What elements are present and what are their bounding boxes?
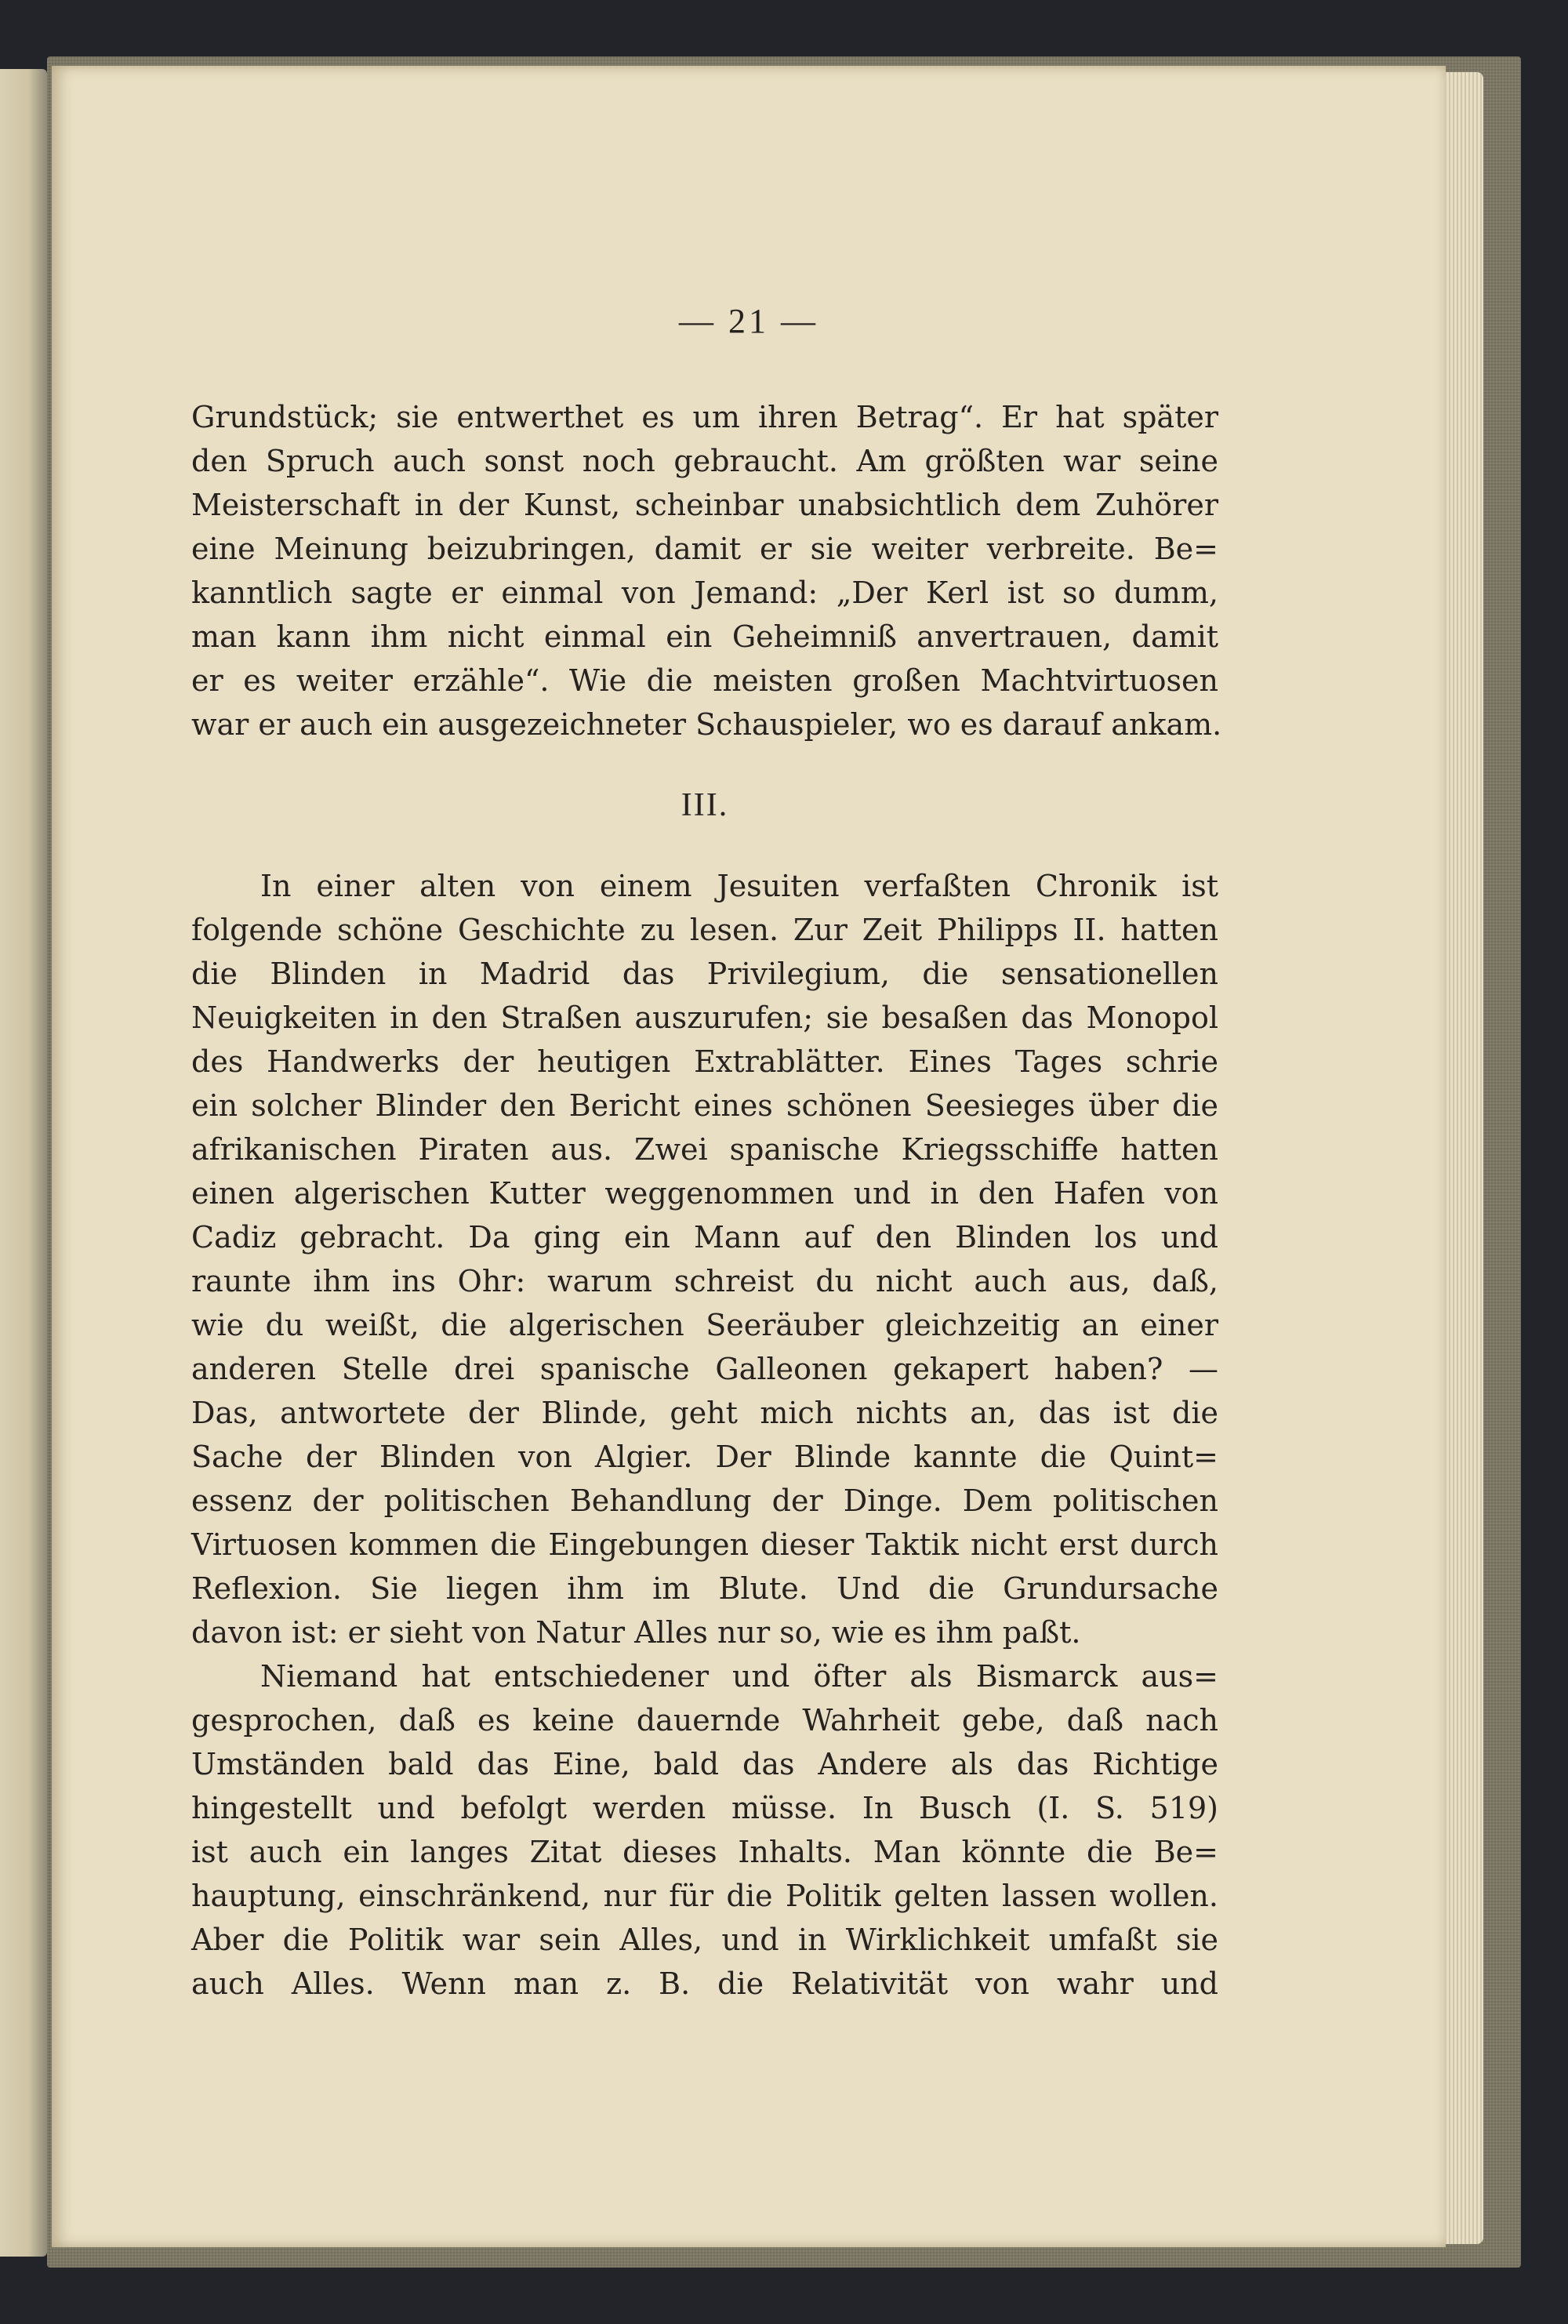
text-line: hauptung, einschränkend, nur für die Politik gelten lassen wollen. — [191, 1879, 1218, 1913]
text-line: kanntlich sagte er einmal von Jemand: „Der Kerl ist so dumm, — [191, 576, 1218, 610]
text-line: Cadiz gebracht. Da ging ein Mann auf den Blinden los und — [191, 1220, 1218, 1255]
page-number: — 21 — — [679, 302, 818, 340]
text-line: In einer alten von einem Jesuiten verfaßten Chronik ist — [260, 869, 1218, 903]
text-line: Grundstück; sie entwerthet es um ihren Betrag“. Er hat später — [191, 400, 1218, 434]
text-line: Das, antwortete der Blinde, geht mich nichts an, das ist die — [191, 1396, 1218, 1430]
text-line: auch Alles. Wenn man z. B. die Relativität von wahr und — [191, 1966, 1218, 2001]
text-line: den Spruch auch sonst noch gebraucht. Am größten war seine — [191, 444, 1218, 478]
paragraph-continuation — [191, 395, 1222, 746]
text-line: Meisterschaft in der Kunst, scheinbar unabsichtlich dem Zuhörer — [191, 488, 1218, 522]
text-line: eine Meinung beizubringen, damit er sie weiter verbreite. Be= — [191, 532, 1218, 566]
text-line: gesprochen, daß es keine dauernde Wahrheit gebe, daß nach — [191, 1703, 1218, 1738]
book-page — [52, 66, 1446, 2247]
text-line: afrikanischen Piraten aus. Zwei spanische Kriegsschiffe hatten — [191, 1132, 1218, 1167]
text-line: Neuigkeiten in den Straßen auszurufen; sie besaßen das Monopol — [191, 1000, 1218, 1035]
text-line: ist auch ein langes Zitat dieses Inhalts. Man könnte die Be= — [191, 1835, 1218, 1869]
paragraph-anecdote — [191, 864, 1218, 1654]
text-line: einen algerischen Kutter weggenommen und in den Hafen von — [191, 1176, 1218, 1211]
section-heading: III. — [681, 787, 729, 823]
text-line: des Handwerks der heutigen Extrablätter. Eines Tages schrie — [191, 1044, 1218, 1079]
text-line: ein solcher Blinder den Bericht eines schönen Seesieges über die — [191, 1088, 1218, 1123]
text-line: die Blinden in Madrid das Privilegium, die sensationellen — [191, 957, 1218, 991]
text-line: Umständen bald das Eine, bald das Andere als das Richtige — [191, 1747, 1218, 1781]
text-line: davon ist: er sieht von Natur Alles nur so, wie es ihm paßt. — [191, 1615, 1081, 1650]
text-line: war er auch ein ausgezeichneter Schauspieler, wo es darauf ankam. — [191, 707, 1222, 742]
page-text — [191, 395, 1222, 2006]
text-line: essenz der politischen Behandlung der Dinge. Dem politischen — [191, 1483, 1218, 1518]
text-line: Reflexion. Sie liegen ihm im Blute. Und die Grundursache — [191, 1571, 1218, 1606]
text-line: folgende schöne Geschichte zu lesen. Zur Zeit Philipps II. hatten — [191, 913, 1218, 947]
text-line: man kann ihm nicht einmal ein Geheimniß anvertrauen, damit — [191, 619, 1218, 654]
text-line: Sache der Blinden von Algier. Der Blinde kannte die Quint= — [191, 1440, 1218, 1474]
text-line: Virtuosen kommen die Eingebungen dieser Taktik nicht erst durch — [191, 1527, 1218, 1562]
text-line: Aber die Politik war sein Alles, und in Wirklichkeit umfaßt sie — [191, 1923, 1218, 1957]
text-line: raunte ihm ins Ohr: warum schreist du nicht auch aus, daß, — [191, 1264, 1218, 1298]
text-line: Niemand hat entschiedener und öfter als Bismarck aus= — [260, 1659, 1218, 1694]
text-line: anderen Stelle drei spanische Galleonen gekapert haben? — — [191, 1352, 1218, 1386]
book-cover-left — [0, 69, 47, 2257]
text-line: wie du weißt, die algerischen Seeräuber gleichzeitig an einer — [191, 1308, 1218, 1342]
paragraph-bismarck — [191, 1654, 1218, 2006]
text-line: hingestellt und befolgt werden müsse. In Busch (I. S. 519) — [191, 1791, 1218, 1825]
text-line: er es weiter erzähle“. Wie die meisten großen Machtvirtuosen — [191, 663, 1218, 698]
